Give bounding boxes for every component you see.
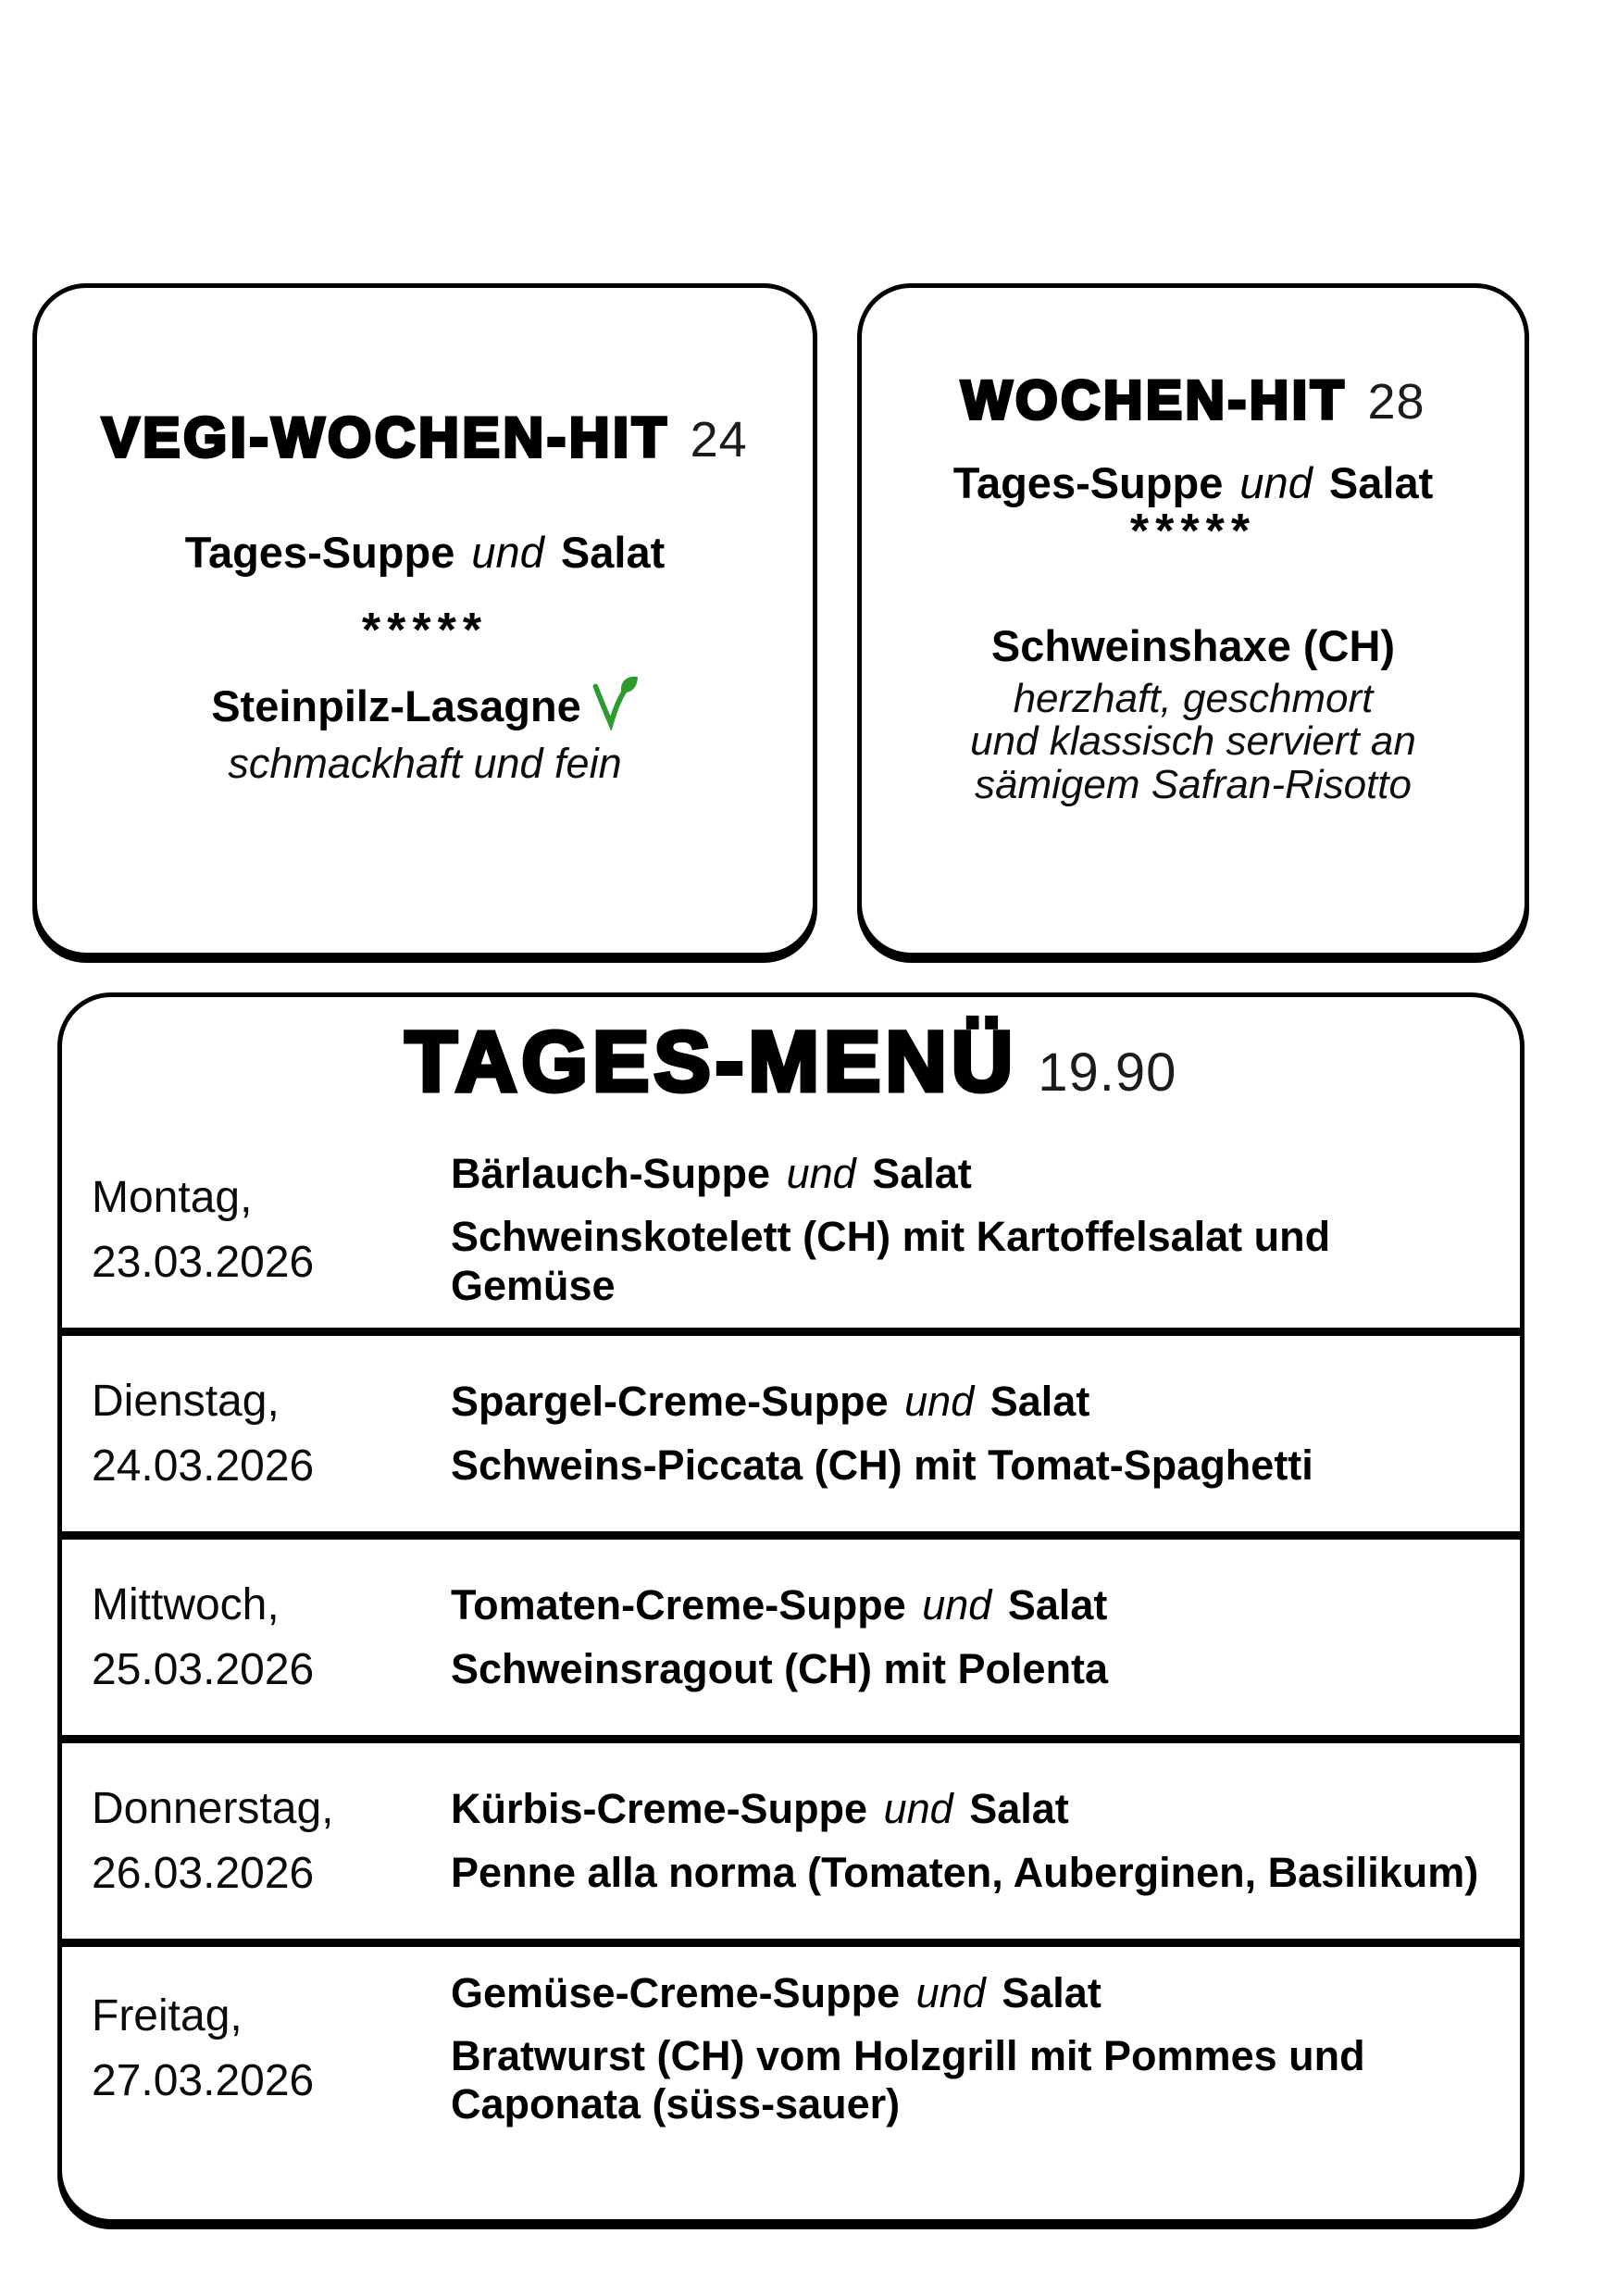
tages-menu-card [57, 992, 1525, 2224]
soup-line [451, 1150, 1488, 1198]
main-course: Bratwurst (CH) vom Holzgrill mit Pommes und Caponata (süss-sauer) [451, 2031, 1365, 2128]
day-cell [92, 1369, 451, 1498]
dish-cell [451, 1785, 1494, 1896]
vegetarian-leaf-icon [587, 675, 639, 730]
date-label: 26.03.2026 [92, 1848, 315, 1898]
conjunction: und [786, 1150, 856, 1198]
conjunction: und [915, 1968, 986, 2016]
menu-row-wednesday [62, 1540, 1520, 1743]
dish-cell [451, 1150, 1494, 1310]
menu-row-monday [62, 1132, 1520, 1336]
soup-name: Gemüse-Creme-Suppe [451, 1968, 901, 2016]
conjunction: und [904, 1378, 975, 1426]
side-name: Salat [989, 1378, 1090, 1426]
tages-card-title-line [62, 1015, 1520, 1109]
date-label: 23.03.2026 [92, 1237, 315, 1287]
day-label: Mittwoch, [92, 1579, 280, 1629]
dish-note-line: und klassisch serviert an [970, 718, 1416, 765]
side-name: Salat [1007, 1581, 1108, 1629]
dish-cell [451, 1969, 1494, 2129]
soup-name: Bärlauch-Suppe [451, 1150, 771, 1198]
conjunction: und [922, 1581, 992, 1629]
conjunction: und [883, 1785, 953, 1833]
dish-cell [451, 1378, 1494, 1489]
conjunction: und [471, 528, 544, 577]
dish-line [52, 675, 798, 730]
menu-row-thursday [62, 1743, 1520, 1947]
wochen-card-title: WOCHEN-HIT [961, 370, 1348, 430]
wochen-card-title-line [873, 370, 1513, 430]
menu-row-tuesday [62, 1336, 1520, 1540]
dish-name: Schweinshaxe (CH) [990, 620, 1396, 670]
dish-note-line: herzhaft, geschmort [1013, 675, 1374, 721]
main-course: Schweinsragout (CH) mit Polenta [451, 1644, 1109, 1692]
vegi-hit-card [32, 283, 817, 957]
side-name: Salat [969, 1785, 1069, 1833]
soup-name: Spargel-Creme-Suppe [451, 1378, 889, 1426]
vegetarian-leaf-shape [621, 677, 638, 693]
vegi-card-price: 24 [690, 412, 748, 468]
menu-row-friday [62, 1947, 1520, 2151]
dish-note: schmackhaft und fein [228, 739, 622, 787]
course-line [52, 528, 798, 578]
stars-divider: ***** [361, 604, 489, 658]
soup-line [451, 1969, 1488, 2017]
date-label: 24.03.2026 [92, 1441, 315, 1491]
tages-card-price: 19.90 [1038, 1042, 1177, 1103]
vegetarian-check-stroke [595, 686, 624, 723]
wochen-hit-card [857, 283, 1529, 957]
side-name: Salat [1328, 458, 1434, 507]
menu-rows [62, 1132, 1520, 2151]
dish-note [873, 675, 1513, 807]
main-course: Schweinskotelett (CH) mit Kartoffelsalat und Gemüse [451, 1213, 1331, 1309]
vegi-card-title: VEGI-WOCHEN-HIT [102, 406, 670, 468]
conjunction: und [1239, 458, 1313, 507]
stars-divider: ***** [1129, 505, 1257, 559]
main-course: Schweins-Piccata (CH) mit Tomat-Spaghetti [451, 1441, 1313, 1489]
day-label: Montag, [92, 1172, 253, 1222]
dish-cell [451, 1581, 1494, 1692]
date-label: 25.03.2026 [92, 1644, 315, 1694]
dish-name: Steinpilz-Lasagne [211, 680, 581, 730]
day-cell [92, 1573, 451, 1702]
soup-name: Tages-Suppe [184, 528, 455, 577]
soup-line [451, 1581, 1488, 1629]
soup-name: Tages-Suppe [952, 458, 1224, 507]
side-name: Salat [872, 1150, 972, 1198]
dish-note-line: sämigem Safran-Risotto [975, 761, 1412, 807]
soup-name: Tomaten-Creme-Suppe [451, 1581, 906, 1629]
soup-line [451, 1785, 1488, 1833]
course-line [873, 458, 1513, 508]
day-cell [92, 1777, 451, 1905]
soup-name: Kürbis-Creme-Suppe [451, 1785, 868, 1833]
day-label: Dienstag, [92, 1376, 280, 1426]
tages-card-title: TAGES-MENÜ [404, 1015, 1018, 1109]
day-label: Donnerstag, [92, 1783, 334, 1833]
side-name: Salat [1002, 1968, 1101, 2016]
day-label: Freitag, [92, 1991, 243, 2041]
side-name: Salat [560, 528, 666, 577]
wochen-card-price: 28 [1367, 374, 1425, 430]
vegi-card-title-line [52, 406, 798, 468]
soup-line [451, 1378, 1488, 1426]
day-cell [92, 1166, 451, 1294]
main-course: Penne alla norma (Tomaten, Auberginen, Basilikum) [451, 1848, 1479, 1896]
date-label: 27.03.2026 [92, 2056, 315, 2105]
day-cell [92, 1984, 451, 2113]
